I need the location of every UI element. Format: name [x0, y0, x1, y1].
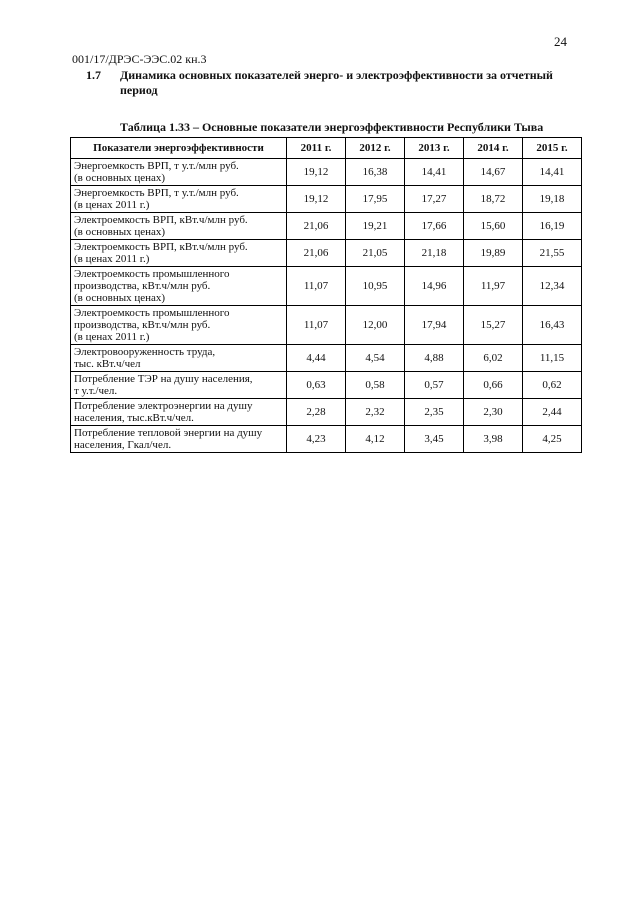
cell-value: 12,34 [523, 267, 582, 306]
cell-value: 11,07 [287, 267, 346, 306]
header-indicator: Показатели энергоэффективности [71, 138, 287, 159]
cell-value: 4,88 [405, 345, 464, 372]
table-row [71, 306, 582, 345]
section-number: 1.7 [86, 68, 101, 82]
cell-value: 2,30 [464, 399, 523, 426]
cell-value: 10,95 [346, 267, 405, 306]
cell-value: 15,27 [464, 306, 523, 345]
row-label: Энергоемкость ВРП, т у.т./млн руб. (в основных ценах) [71, 159, 287, 186]
cell-value: 19,21 [346, 213, 405, 240]
cell-value: 18,72 [464, 186, 523, 213]
header-year-2015: 2015 г. [523, 138, 582, 159]
cell-value: 19,18 [523, 186, 582, 213]
cell-value: 2,28 [287, 399, 346, 426]
cell-value: 21,06 [287, 240, 346, 267]
cell-value: 0,58 [346, 372, 405, 399]
cell-value: 17,95 [346, 186, 405, 213]
header-year-2014: 2014 г. [464, 138, 523, 159]
cell-value: 3,98 [464, 426, 523, 453]
cell-value: 11,15 [523, 345, 582, 372]
cell-value: 0,66 [464, 372, 523, 399]
row-label: Энергоемкость ВРП, т у.т./млн руб. (в ценах 2011 г.) [71, 186, 287, 213]
cell-value: 21,18 [405, 240, 464, 267]
header-year-2011: 2011 г. [287, 138, 346, 159]
table-row [71, 213, 582, 240]
cell-value: 2,32 [346, 399, 405, 426]
table-row [71, 267, 582, 306]
cell-value: 2,44 [523, 399, 582, 426]
cell-value: 4,23 [287, 426, 346, 453]
cell-value: 21,06 [287, 213, 346, 240]
row-label: Электровооруженность труда, тыс. кВт.ч/чел [71, 345, 287, 372]
cell-value: 19,89 [464, 240, 523, 267]
cell-value: 2,35 [405, 399, 464, 426]
cell-value: 14,67 [464, 159, 523, 186]
cell-value: 14,41 [523, 159, 582, 186]
row-label: Потребление электроэнергии на душу населения, тыс.кВт.ч/чел. [71, 399, 287, 426]
cell-value: 6,02 [464, 345, 523, 372]
cell-value: 19,12 [287, 186, 346, 213]
cell-value: 19,12 [287, 159, 346, 186]
cell-value: 11,97 [464, 267, 523, 306]
table-row [71, 159, 582, 186]
cell-value: 17,94 [405, 306, 464, 345]
table-row [71, 345, 582, 372]
row-label: Электроемкость ВРП, кВт.ч/млн руб. (в основных ценах) [71, 213, 287, 240]
cell-value: 17,66 [405, 213, 464, 240]
cell-value: 0,63 [287, 372, 346, 399]
cell-value: 14,96 [405, 267, 464, 306]
cell-value: 4,44 [287, 345, 346, 372]
row-label: Потребление ТЭР на душу населения, т у.т./чел. [71, 372, 287, 399]
cell-value: 14,41 [405, 159, 464, 186]
cell-value: 21,05 [346, 240, 405, 267]
row-label: Электроемкость ВРП, кВт.ч/млн руб. (в ценах 2011 г.) [71, 240, 287, 267]
efficiency-table [70, 137, 582, 453]
table-caption: Таблица 1.33 – Основные показатели энергоэффективности Республики Тыва [120, 120, 544, 134]
cell-value: 0,57 [405, 372, 464, 399]
cell-value: 15,60 [464, 213, 523, 240]
header-year-2012: 2012 г. [346, 138, 405, 159]
cell-value: 16,19 [523, 213, 582, 240]
cell-value: 4,54 [346, 345, 405, 372]
table-row [71, 399, 582, 426]
table-row [71, 426, 582, 453]
header-year-2013: 2013 г. [405, 138, 464, 159]
row-label: Потребление тепловой энергии на душу населения, Гкал/чел. [71, 426, 287, 453]
table-row [71, 372, 582, 399]
cell-value: 4,12 [346, 426, 405, 453]
cell-value: 4,25 [523, 426, 582, 453]
table-row [71, 186, 582, 213]
cell-value: 16,43 [523, 306, 582, 345]
cell-value: 16,38 [346, 159, 405, 186]
table-header-row [71, 138, 582, 159]
table-row [71, 240, 582, 267]
row-label: Электроемкость промышленного производства, кВт.ч/млн руб. (в основных ценах) [71, 267, 287, 306]
document-code: 001/17/ДРЭС-ЭЭС.02 кн.3 [72, 52, 207, 66]
section-title: Динамика основных показателей энерго- и электроэффективности за отчетный период [120, 68, 553, 97]
cell-value: 12,00 [346, 306, 405, 345]
cell-value: 17,27 [405, 186, 464, 213]
row-label: Электроемкость промышленного производства, кВт.ч/млн руб. (в ценах 2011 г.) [71, 306, 287, 345]
cell-value: 11,07 [287, 306, 346, 345]
page-number: 24 [554, 34, 567, 49]
cell-value: 21,55 [523, 240, 582, 267]
cell-value: 0,62 [523, 372, 582, 399]
table-body [71, 159, 582, 453]
cell-value: 3,45 [405, 426, 464, 453]
